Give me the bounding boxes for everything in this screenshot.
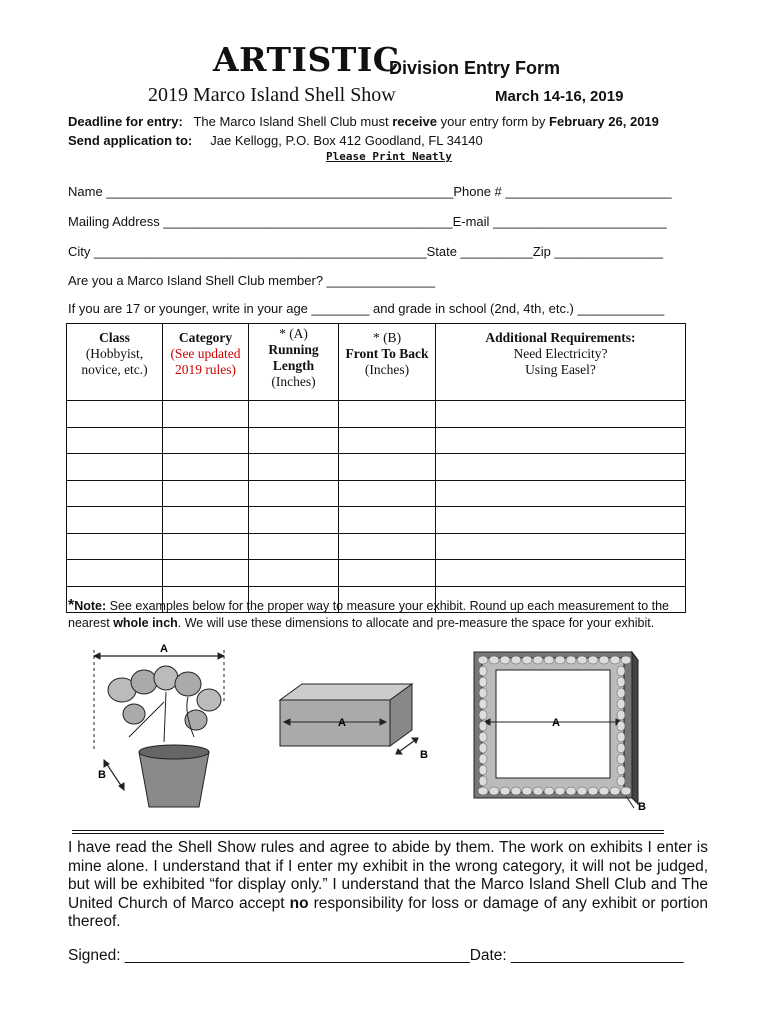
box-label-a: A xyxy=(338,717,346,729)
shell-decoration xyxy=(617,743,625,753)
table-cell[interactable] xyxy=(249,401,339,428)
deadline-emphasis: receive xyxy=(392,114,438,129)
table-cell[interactable] xyxy=(249,454,339,481)
table-cell[interactable] xyxy=(67,427,163,454)
shell-decoration xyxy=(544,787,554,795)
header-class: Class (Hobbyist, novice, etc.) xyxy=(67,324,163,401)
shell-decoration xyxy=(617,699,625,709)
deadline-label: Deadline for entry: xyxy=(68,114,183,129)
deadline-date: February 26, 2019 xyxy=(549,114,659,129)
shell-decoration xyxy=(566,656,576,664)
agreement-text: I have read the Shell Show rules and agree to abide by them. The work on exhibits I enter is mine alone. I understand that if I enter my exhibit in the wrong category, it will not be judged, but will be exhibited “for display only.” I understand that the Marco Island Shell Club and The United Church of Marco accept no responsibility for loss or damage of any exhibit or portion thereof. xyxy=(68,839,708,930)
shell-decoration xyxy=(533,656,543,664)
shell-decoration xyxy=(479,765,487,775)
table-cell[interactable] xyxy=(67,560,163,587)
shell-decoration xyxy=(617,666,625,676)
shell-decoration xyxy=(555,656,565,664)
name-phone-field[interactable]: Name ________________________________________________Phone # _______________________ xyxy=(68,184,672,199)
shell-decoration xyxy=(479,776,487,786)
table-cell[interactable] xyxy=(436,507,686,534)
deadline-text-middle: your entry form by xyxy=(440,114,546,129)
shell-decoration xyxy=(479,666,487,676)
shell-decoration xyxy=(479,677,487,687)
table-cell[interactable] xyxy=(339,427,436,454)
table-cell[interactable] xyxy=(339,507,436,534)
send-line xyxy=(68,133,483,148)
shell-decoration xyxy=(489,787,499,795)
shell-decoration xyxy=(617,765,625,775)
send-address: Jae Kellogg, P.O. Box 412 Goodland, FL 34140 xyxy=(210,133,483,148)
shell-decoration xyxy=(599,787,609,795)
print-note: Please Print Neatly xyxy=(326,150,452,163)
table-row xyxy=(67,401,686,428)
table-cell[interactable] xyxy=(436,560,686,587)
box-diagram xyxy=(272,680,442,780)
shell-decoration xyxy=(621,787,631,795)
shell-decoration xyxy=(522,656,532,664)
table-cell[interactable] xyxy=(436,454,686,481)
shell-decoration xyxy=(610,656,620,664)
shell-decoration xyxy=(577,787,587,795)
shell-decoration xyxy=(479,688,487,698)
framed-mirror-diagram xyxy=(470,650,652,816)
table-row xyxy=(67,427,686,454)
table-cell[interactable] xyxy=(163,507,249,534)
table-cell[interactable] xyxy=(249,507,339,534)
table-cell[interactable] xyxy=(339,560,436,587)
table-cell[interactable] xyxy=(436,427,686,454)
shell-decoration xyxy=(610,787,620,795)
shell-decoration xyxy=(511,656,521,664)
header-front-to-back: * (B) Front To Back (Inches) xyxy=(339,324,436,401)
form-subtitle: Division Entry Form xyxy=(389,58,561,78)
section-divider xyxy=(72,830,664,834)
table-cell[interactable] xyxy=(163,454,249,481)
shell-decoration xyxy=(617,677,625,687)
show-dates: March 14-16, 2019 xyxy=(495,88,624,105)
shell-decoration xyxy=(544,656,554,664)
shell-decoration xyxy=(479,732,487,742)
header-running-length: * (A) Running Length (Inches) xyxy=(249,324,339,401)
shell-decoration xyxy=(566,787,576,795)
shell-decoration xyxy=(617,776,625,786)
header-category: Category (See updated 2019 rules) xyxy=(163,324,249,401)
flower-pot-diagram xyxy=(84,642,234,814)
table-cell[interactable] xyxy=(249,480,339,507)
shell-decoration xyxy=(500,787,510,795)
table-cell[interactable] xyxy=(436,401,686,428)
shell-decoration xyxy=(478,656,488,664)
table-row xyxy=(67,507,686,534)
shell-decoration xyxy=(500,656,510,664)
table-cell[interactable] xyxy=(249,427,339,454)
shell-decoration xyxy=(479,721,487,731)
shell-decoration xyxy=(588,656,598,664)
table-row xyxy=(67,533,686,560)
table-cell[interactable] xyxy=(163,427,249,454)
table-cell[interactable] xyxy=(67,454,163,481)
table-cell[interactable] xyxy=(339,480,436,507)
form-title: ARTISTIC xyxy=(213,40,400,79)
shell-decoration xyxy=(621,656,631,664)
table-cell[interactable] xyxy=(67,401,163,428)
deadline-text: The Marco Island Shell Club must xyxy=(193,114,389,129)
table-cell[interactable] xyxy=(163,480,249,507)
age-grade-field[interactable]: If you are 17 or younger, write in your age ________ and grade in school (2nd, 4th, etc.) ____________ xyxy=(68,301,665,316)
shell-decoration xyxy=(617,721,625,731)
box-label-b: B xyxy=(420,749,428,761)
shell-decoration xyxy=(617,732,625,742)
table-row xyxy=(67,480,686,507)
diagram-label-b: B xyxy=(98,769,106,781)
shell-decoration xyxy=(533,787,543,795)
table-cell[interactable] xyxy=(249,560,339,587)
shell-decoration xyxy=(555,787,565,795)
table-cell[interactable] xyxy=(67,480,163,507)
shell-decoration xyxy=(479,743,487,753)
measurement-note: *Note: See examples below for the proper way to measure your exhibit. Round up each measurement to the nearest whole inch. We will use these dimensions to allocate and pre-measure the space for your exhibit. xyxy=(68,597,670,630)
mailing-email-field[interactable]: Mailing Address ________________________________________E-mail ________________________ xyxy=(68,214,667,229)
table-row xyxy=(67,454,686,481)
table-cell[interactable] xyxy=(163,401,249,428)
shell-decoration xyxy=(617,710,625,720)
table-header-row xyxy=(67,324,686,401)
shell-decoration xyxy=(617,688,625,698)
table-cell[interactable] xyxy=(249,533,339,560)
table-cell[interactable] xyxy=(163,533,249,560)
shell-decoration xyxy=(599,656,609,664)
mirror-label-a: A xyxy=(552,717,560,729)
shell-decoration xyxy=(489,656,499,664)
member-field[interactable]: Are you a Marco Island Shell Club member? _______________ xyxy=(68,273,436,288)
shell-decoration xyxy=(617,754,625,764)
table-cell[interactable] xyxy=(436,480,686,507)
diagram-label-a: A xyxy=(160,643,168,655)
shell-decoration xyxy=(511,787,521,795)
city-state-zip-field[interactable]: City ______________________________________________State __________Zip _______________ xyxy=(68,244,663,259)
show-name: 2019 Marco Island Shell Show xyxy=(148,84,396,106)
deadline-line xyxy=(68,114,659,129)
shell-decoration xyxy=(577,656,587,664)
table-cell[interactable] xyxy=(339,454,436,481)
shell-decoration xyxy=(479,699,487,709)
send-label: Send application to: xyxy=(68,133,193,148)
header-additional-requirements: Additional Requirements: Need Electricity? Using Easel? xyxy=(436,324,686,401)
shell-decoration xyxy=(478,787,488,795)
table-cell[interactable] xyxy=(163,560,249,587)
shell-decoration xyxy=(479,754,487,764)
table-cell[interactable] xyxy=(67,507,163,534)
table-cell[interactable] xyxy=(436,533,686,560)
shell-decoration xyxy=(479,710,487,720)
shell-decoration xyxy=(522,787,532,795)
table-row xyxy=(67,560,686,587)
mirror-label-b: B xyxy=(638,801,646,813)
signature-date-field[interactable]: Signed: ________________________________________Date: ____________________ xyxy=(68,947,684,964)
table-cell[interactable] xyxy=(339,533,436,560)
shell-decoration xyxy=(588,787,598,795)
entry-table xyxy=(66,323,686,613)
table-cell[interactable] xyxy=(67,533,163,560)
table-cell[interactable] xyxy=(339,401,436,428)
